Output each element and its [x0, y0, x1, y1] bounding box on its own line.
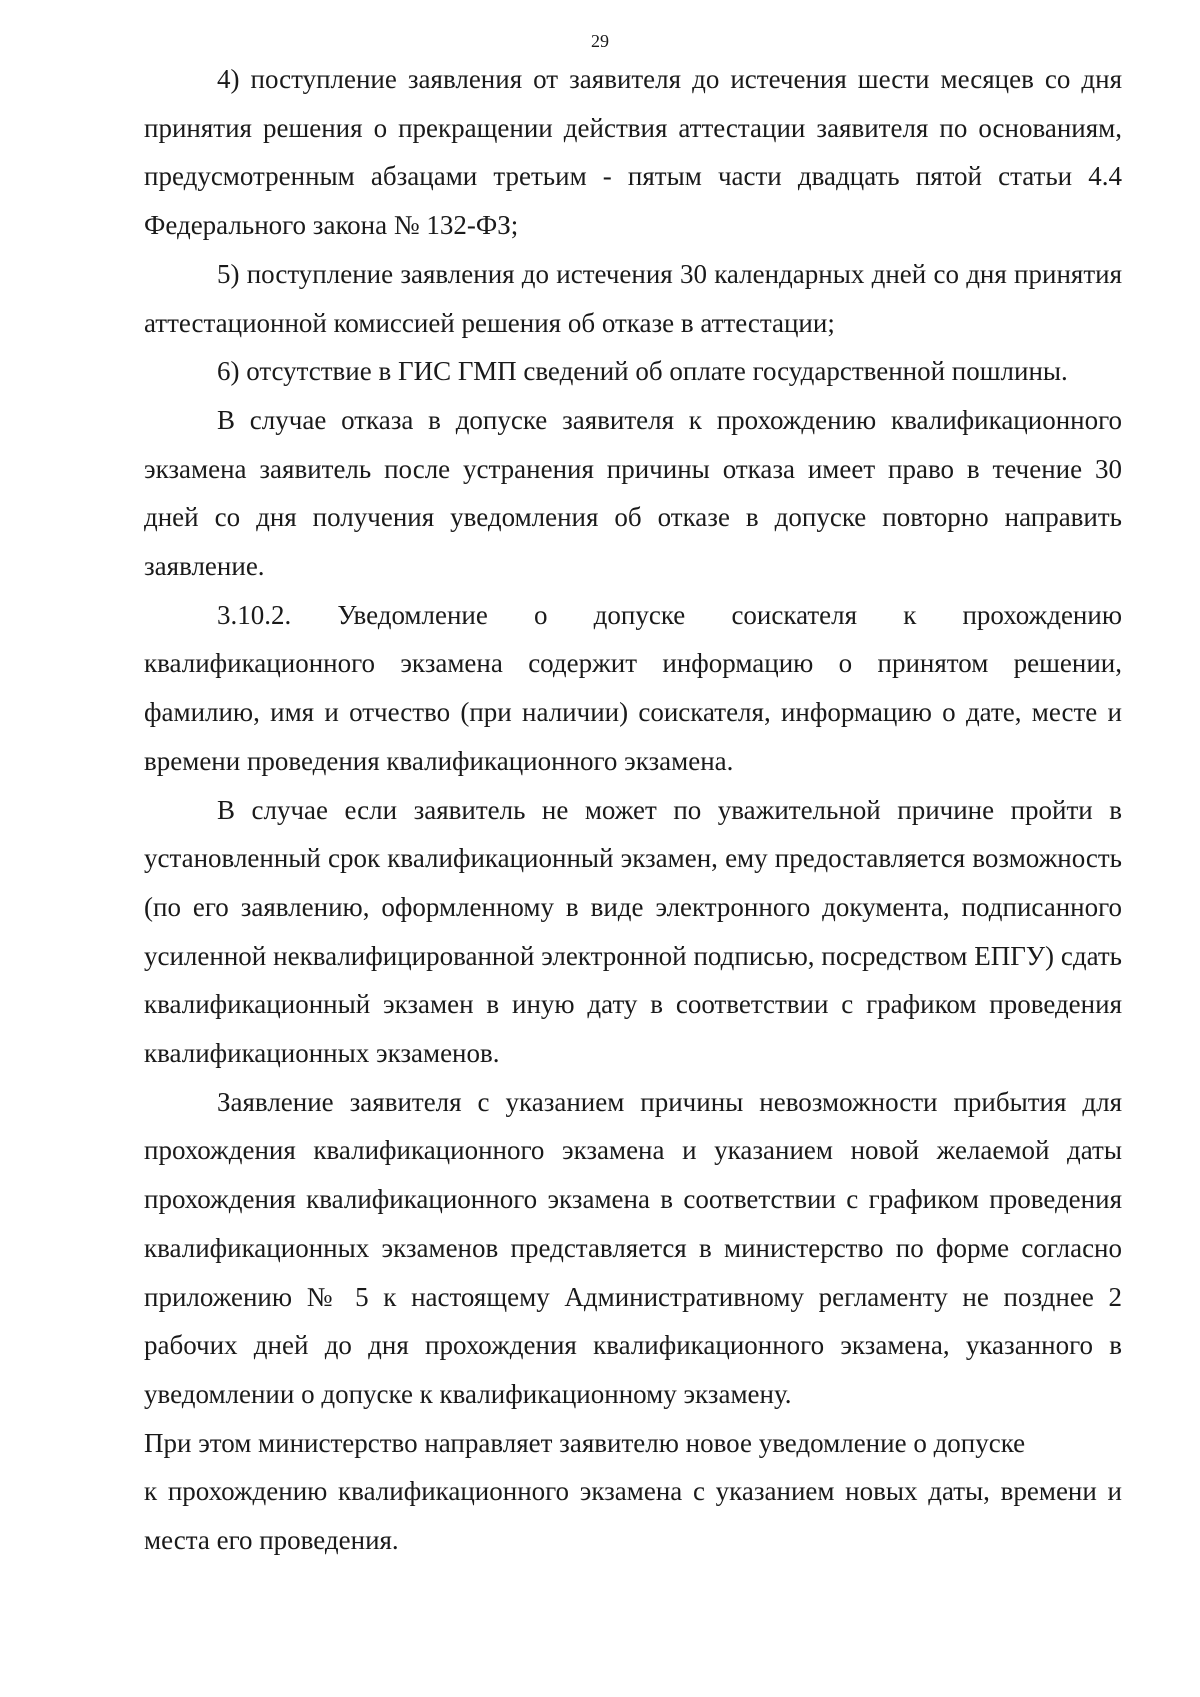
- paragraph-refusal-resubmission: В случае отказа в допуске заявителя к прохождению квалификационного экзамена заявитель после устранения причины отказа имеет право в течение 30 дней со дня получения уведомления об отказе в допуске повторно направить заявление.: [144, 404, 1122, 582]
- page-number: 29: [591, 31, 609, 51]
- paragraph-item-6: 6) отсутствие в ГИС ГМП сведений об оплате государственной пошлины.: [217, 356, 1068, 387]
- paragraph-item-5: 5) поступление заявления до истечения 30 календарных дней со дня принятия аттестационной комиссией решения об отказе в аттестации;: [144, 258, 1122, 338]
- paragraph-valid-reason: В случае если заявитель не может по уважительной причине пройти в установленный срок квалификационный экзамен, ему предоставляется возможность (по его заявлению, оформленному в виде электронного документа, подписанного усиленной неквалифицированной электронной подписью, посредством ЕПГУ) сдать квалификационный экзамен в иную дату в соответствии с графиком проведения квалификационных экзаменов.: [144, 794, 1122, 1069]
- paragraph-3-10-2: 3.10.2. Уведомление о допуске соискателя к прохождению квалификационного экзамена содержит информацию о принятом решении, фамилию, имя и отчество (при наличии) соискателя, информацию о дате, месте и времени проведения квалификационного экзамена.: [144, 599, 1122, 776]
- paragraph-ministry-notice-line-1: При этом министерство направляет заявителю новое уведомление о допуске: [144, 1427, 1026, 1458]
- paragraph-application-new-date: Заявление заявителя с указанием причины невозможности прибытия для прохождения квалификационного экзамена и указанием новой желаемой даты прохождения квалификационного экзамена в соответствии с графиком проведения квалификационных экзаменов представляется в министерство по форме согласно приложению № 5 к настоящему Административному регламенту не позднее 2 рабочих дней до дня прохождения квалификационного экзамена, указанного в уведомлении о допуске к квалификационному экзамену.: [144, 1086, 1122, 1409]
- paragraph-ministry-notice-line-2: к прохождению квалификационного экзамена с указанием новых даты, времени и места его проведения.: [144, 1476, 1122, 1556]
- paragraph-item-4: 4) поступление заявления от заявителя до истечения шести месяцев со дня принятия решения о прекращении действия аттестации заявителя по основаниям, предусмотренным абзацами третьим - пятым части двадцать пятой статьи 4.4 Федерального закона № 132-ФЗ;: [144, 64, 1122, 241]
- document-body: [144, 55, 1122, 1565]
